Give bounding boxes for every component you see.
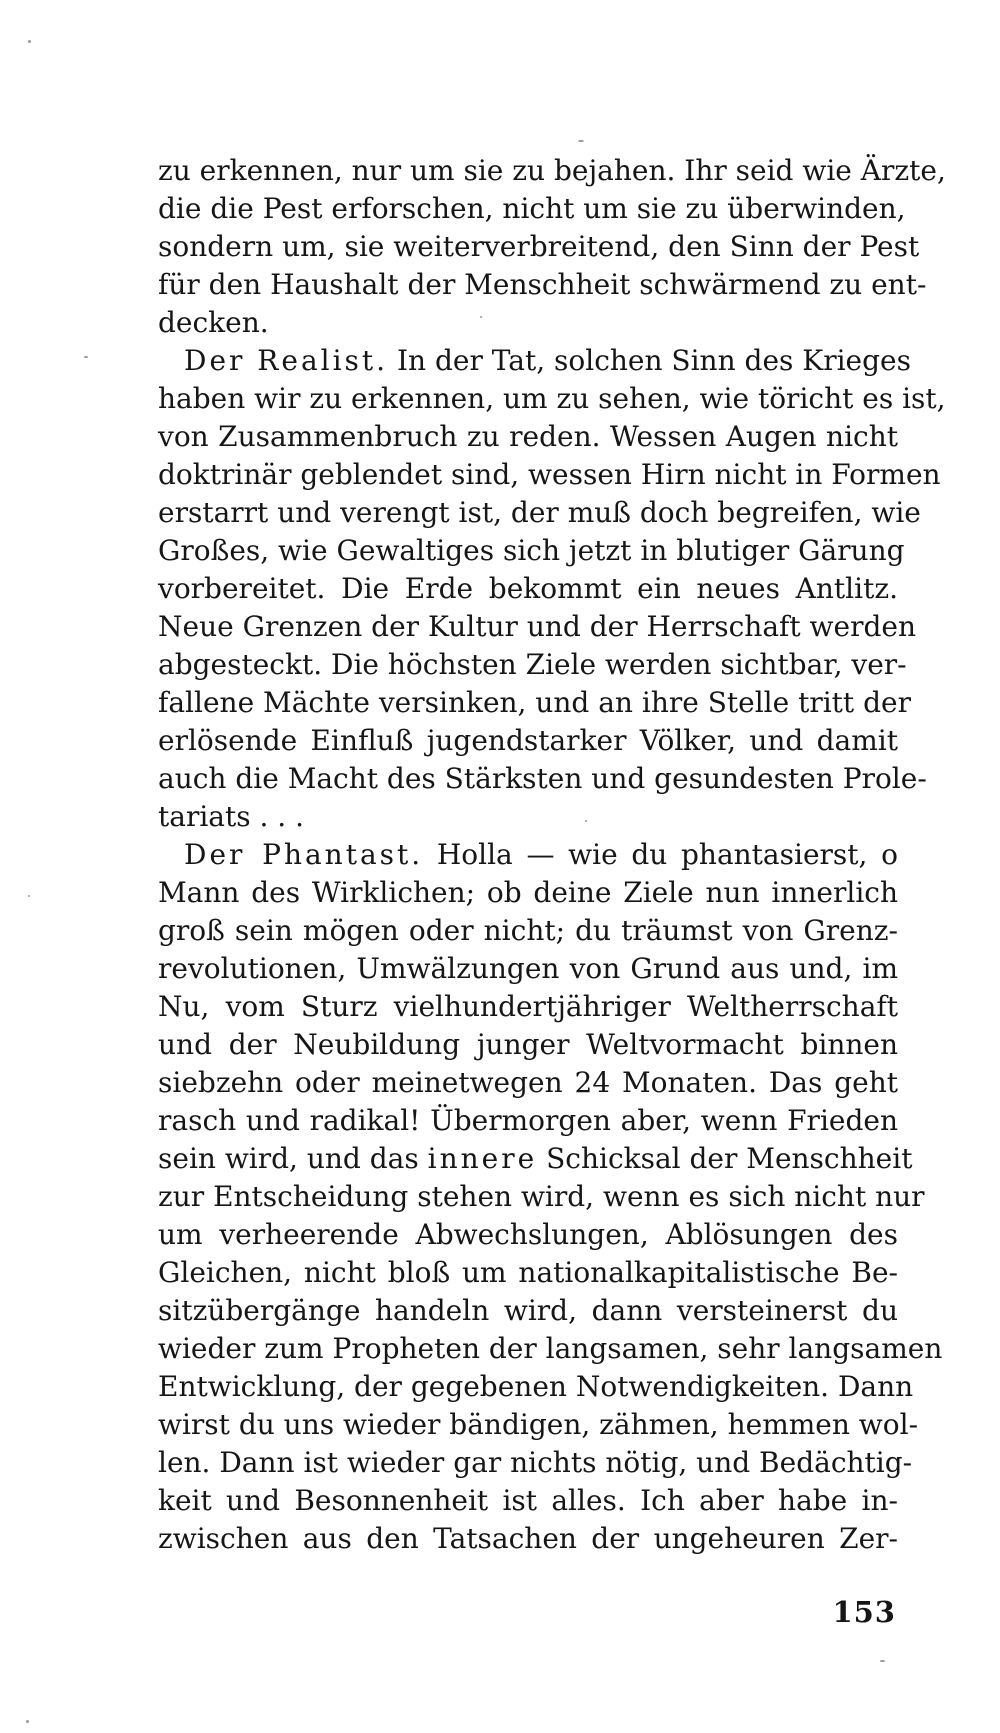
scan-speck	[480, 316, 482, 318]
text-line: sondern um, sie weiterverbreitend, den Sinn der Pest	[158, 230, 920, 263]
text-line: und der Neubildung junger Weltvormacht binnen	[158, 1028, 898, 1061]
text-line: erlösende Einfluß jugendstarker Völker, und damit	[158, 724, 898, 757]
text-line: von Zusammenbruch zu reden. Wessen Augen nicht	[158, 420, 898, 453]
text-line: Großes, wie Gewaltiges sich jetzt in blutiger Gärung	[158, 534, 905, 567]
text-line: groß sein mögen oder nicht; du träumst von Grenz-	[158, 914, 898, 947]
page-number: 153	[832, 1595, 896, 1629]
text-line	[158, 342, 911, 380]
scan-speck	[26, 1720, 29, 1723]
text-line: um verheerende Abwechslungen, Ablösungen des	[158, 1218, 898, 1251]
scan-speck	[84, 356, 88, 358]
text-line	[158, 836, 898, 874]
text-line: haben wir zu erkennen, um zu sehen, wie töricht es ist,	[158, 382, 946, 415]
paragraph-realist	[158, 342, 946, 836]
text-line: die die Pest erforschen, nicht um sie zu überwinden,	[158, 192, 906, 225]
text-line: auch die Macht des Stärksten und gesundesten Prole-	[158, 762, 927, 795]
text-line: zur Entscheidung stehen wird, wenn es sich nicht nur	[158, 1180, 925, 1213]
text-line: Entwicklung, der gegebenen Notwendigkeiten. Dann	[158, 1370, 914, 1403]
emphasized-word: innere	[427, 1142, 538, 1175]
text-line: zwischen aus den Tatsachen der ungeheuren Zer-	[158, 1522, 898, 1555]
paragraph-phantast	[158, 836, 943, 1558]
text-line: doktrinär geblendet sind, wessen Hirn nicht in Formen	[158, 458, 941, 491]
text-line: tariats . . .	[158, 800, 305, 833]
text-line: Nu, vom Sturz vielhundertjähriger Weltherrschaft	[158, 990, 898, 1023]
text-line: siebzehn oder meinetwegen 24 Monaten. Das geht	[158, 1066, 898, 1099]
text-line: abgesteckt. Die höchsten Ziele werden sichtbar, ver-	[158, 648, 907, 681]
text-line: wieder zum Propheten der langsamen, sehr langsamen	[158, 1332, 943, 1365]
text-line: keit und Besonnenheit ist alles. Ich aber habe in-	[158, 1484, 898, 1517]
scan-speck	[28, 40, 31, 43]
paragraph-continuation	[158, 152, 946, 342]
text-line: len. Dann ist wieder gar nichts nötig, und Bedächtig-	[158, 1446, 913, 1479]
line-end: Schicksal der Menschheit	[537, 1142, 913, 1175]
text-line	[158, 1140, 913, 1178]
text-line: Neue Grenzen der Kultur und der Herrschaft werden	[158, 610, 916, 643]
scan-speck	[578, 140, 584, 142]
line-rest: Holla — wie du phantasierst, o	[423, 838, 898, 871]
text-line: zu erkennen, nur um sie zu bejahen. Ihr seid wie Ärzte,	[158, 154, 946, 187]
text-line: vorbereitet. Die Erde bekommt ein neues Antlitz.	[158, 572, 898, 605]
text-line: wirst du uns wieder bändigen, zähmen, hemmen wol-	[158, 1408, 919, 1441]
scan-speck	[585, 820, 587, 822]
text-line: Gleichen, nicht bloß um nationalkapitalistische Be-	[158, 1256, 898, 1289]
text-line: fallene Mächte versinken, und an ihre Stelle tritt der	[158, 686, 911, 719]
scan-speck	[28, 895, 30, 897]
speaker-name: Der Phantast.	[184, 838, 424, 871]
line-start: sein wird, und das	[158, 1142, 428, 1175]
speaker-name: Der Realist.	[184, 344, 389, 377]
text-line: erstarrt und verengt ist, der muß doch begreifen, wie	[158, 496, 921, 529]
scan-speck	[880, 1660, 885, 1662]
text-line: rasch und radikal! Übermorgen aber, wenn Frieden	[158, 1104, 898, 1137]
line-rest: In der Tat, solchen Sinn des Krieges	[388, 344, 911, 377]
text-line: decken.	[158, 306, 269, 339]
text-line: revolutionen, Umwälzungen von Grund aus und, im	[158, 952, 898, 985]
text-line: Mann des Wirklichen; ob deine Ziele nun innerlich	[158, 876, 898, 909]
text-line: sitzübergänge handeln wird, dann versteinerst du	[158, 1294, 898, 1327]
body-text	[158, 152, 946, 1558]
text-line: für den Haushalt der Menschheit schwärmend zu ent-	[158, 268, 927, 301]
